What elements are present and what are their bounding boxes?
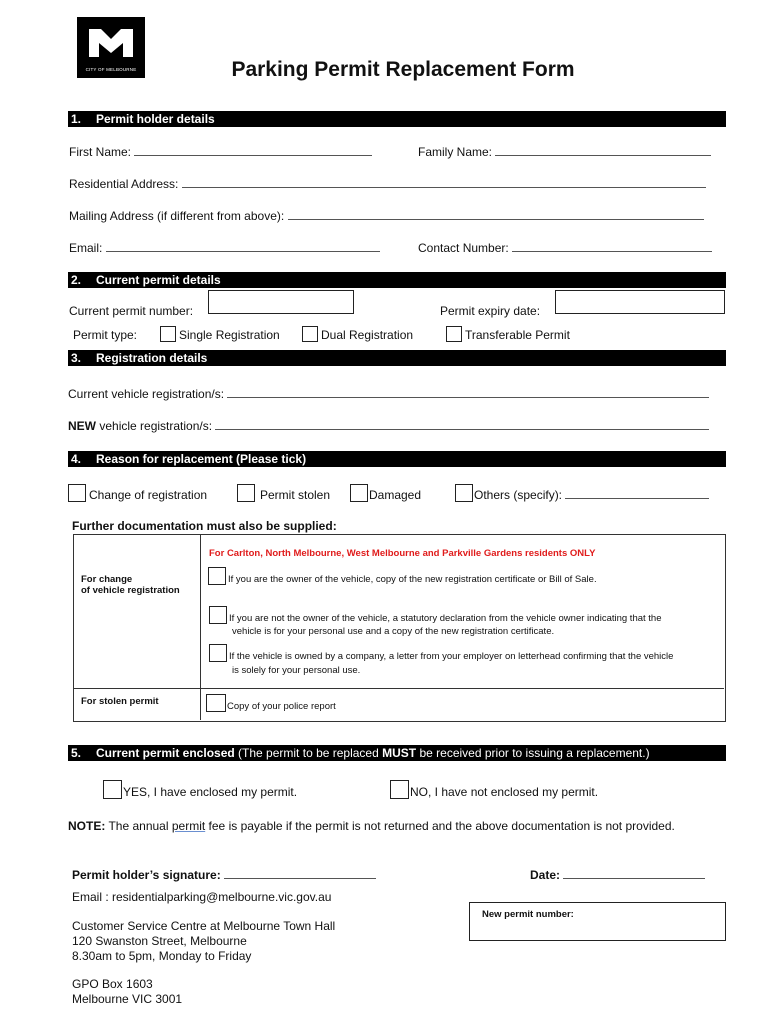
new-vehicle-registration-field[interactable]: NEW vehicle registration/s: [68, 418, 709, 433]
new-permit-number-label: New permit number: [482, 909, 574, 920]
section2-header: 2. Current permit details [68, 272, 726, 288]
email-field[interactable]: Email: [69, 240, 380, 255]
note-text: NOTE: The annual permit fee is payable if the permit is not returned and the above documentation is not provided. [68, 819, 675, 833]
checkbox-icon [209, 644, 227, 662]
checkbox-icon [390, 780, 409, 799]
permit-enclosed-no-checkbox[interactable]: NO, I have not enclosed my permit. [390, 780, 598, 799]
checkbox-icon [350, 484, 368, 502]
logo-text: CITY OF MELBOURNE [85, 67, 137, 72]
contact-line-1: Customer Service Centre at Melbourne Town Hall [72, 919, 336, 933]
further-documentation-heading: Further documentation must also be supplied: [72, 519, 337, 533]
transferable-permit-checkbox[interactable]: Transferable Permit [446, 326, 570, 342]
permit-expiry-date-input[interactable] [555, 290, 725, 314]
current-permit-number-label: Current permit number: [69, 304, 194, 318]
section3-header: 3. Registration details [68, 350, 726, 366]
checkbox-icon [455, 484, 473, 502]
residential-address-field[interactable]: Residential Address: [69, 176, 706, 191]
doc-item-police-report[interactable]: Copy of your police report [206, 694, 336, 712]
change-of-registration-label: For change of vehicle registration [81, 574, 180, 596]
section4-header: 4. Reason for replacement (Please tick) [68, 451, 726, 467]
table-divider [73, 688, 724, 689]
contact-line-2: 120 Swanston Street, Melbourne [72, 934, 247, 948]
stolen-permit-label: For stolen permit [81, 696, 159, 707]
doc-item-company-cont: is solely for your personal use. [232, 665, 361, 676]
page-title: Parking Permit Replacement Form [231, 58, 575, 81]
checkbox-icon [208, 567, 226, 585]
current-vehicle-registration-field[interactable]: Current vehicle registration/s: [68, 386, 709, 401]
permit-type-label: Permit type: [73, 328, 138, 342]
single-registration-checkbox[interactable]: Single Registration [160, 326, 280, 342]
current-permit-number-input[interactable] [208, 290, 354, 314]
checkbox-icon [206, 694, 226, 712]
change-of-registration-checkbox[interactable]: Change of registration [68, 484, 207, 502]
checkbox-icon [302, 326, 318, 342]
residents-notice: For Carlton, North Melbourne, West Melbourne and Parkville Gardens residents ONLY [209, 548, 596, 559]
checkbox-icon [237, 484, 255, 502]
doc-item-company[interactable]: If the vehicle is owned by a company, a letter from your employer on letterhead confirming that the vehicle [209, 644, 673, 662]
table-divider [200, 534, 201, 720]
signature-field[interactable]: Permit holder’s signature: [72, 867, 376, 882]
date-field[interactable]: Date: [530, 867, 705, 882]
permit-stolen-checkbox[interactable]: Permit stolen [237, 484, 330, 502]
checkbox-icon [160, 326, 176, 342]
contact-line-5: Melbourne VIC 3001 [72, 992, 183, 1006]
permit-expiry-date-label: Permit expiry date: [440, 304, 541, 318]
checkbox-icon [103, 780, 122, 799]
checkbox-icon [209, 606, 227, 624]
doc-item-owner[interactable]: If you are the owner of the vehicle, copy of the new registration certificate or Bill of Sale. [208, 567, 597, 585]
dual-registration-checkbox[interactable]: Dual Registration [302, 326, 413, 342]
others-specify-field[interactable]: Others (specify): [455, 484, 709, 502]
doc-item-not-owner[interactable]: If you are not the owner of the vehicle, a statutory declaration from the vehicle owner indicating that the [209, 606, 662, 624]
mailing-address-field[interactable]: Mailing Address (if different from above): [69, 208, 704, 223]
contact-email: Email : residentialparking@melbourne.vic.gov.au [72, 890, 332, 904]
section5-header: 5. Current permit enclosed (The permit to be replaced MUST be received prior to issuing a replacement.) [68, 745, 726, 761]
checkbox-icon [446, 326, 462, 342]
new-permit-number-box [469, 902, 726, 941]
family-name-field[interactable]: Family Name: [418, 144, 711, 159]
contact-line-3: 8.30am to 5pm, Monday to Friday [72, 949, 252, 963]
doc-item-not-owner-cont: vehicle is for your personal use and a copy of the new registration certificate. [232, 626, 555, 637]
section1-header: 1. Permit holder details [68, 111, 726, 127]
permit-enclosed-yes-checkbox[interactable]: YES, I have enclosed my permit. [103, 780, 297, 799]
first-name-field[interactable]: First Name: [69, 144, 372, 159]
contact-line-4: GPO Box 1603 [72, 977, 153, 991]
damaged-checkbox[interactable]: Damaged [350, 484, 421, 502]
checkbox-icon [68, 484, 86, 502]
contact-number-field[interactable]: Contact Number: [418, 240, 712, 255]
